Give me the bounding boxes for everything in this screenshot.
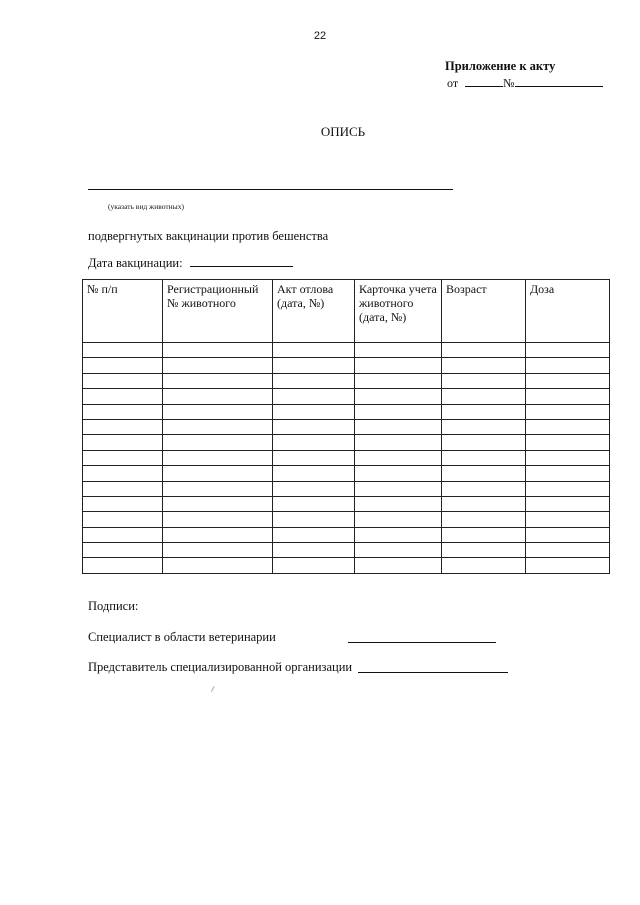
table-row: [83, 358, 610, 373]
table-cell[interactable]: [442, 343, 526, 358]
table-cell[interactable]: [83, 543, 163, 558]
table-cell[interactable]: [163, 512, 273, 527]
column-header-dose: Доза: [526, 280, 610, 343]
table-cell[interactable]: [442, 527, 526, 542]
table-cell[interactable]: [163, 419, 273, 434]
table-cell[interactable]: [273, 450, 355, 465]
table-cell[interactable]: [83, 435, 163, 450]
table-row: [83, 481, 610, 496]
table-cell[interactable]: [355, 358, 442, 373]
table-cell[interactable]: [526, 358, 610, 373]
table-cell[interactable]: [442, 389, 526, 404]
table-cell[interactable]: [355, 543, 442, 558]
table-row: [83, 558, 610, 573]
table-cell[interactable]: [526, 389, 610, 404]
table-row: [83, 343, 610, 358]
table-cell[interactable]: [355, 389, 442, 404]
table-cell[interactable]: [83, 527, 163, 542]
table-cell[interactable]: [273, 389, 355, 404]
table-cell[interactable]: [273, 466, 355, 481]
table-cell[interactable]: [526, 558, 610, 573]
registry-table-body: [83, 343, 610, 574]
table-row: [83, 373, 610, 388]
table-cell[interactable]: [163, 389, 273, 404]
appendix-date-number-line: [447, 75, 603, 91]
table-cell[interactable]: [163, 481, 273, 496]
table-cell[interactable]: [442, 373, 526, 388]
table-cell[interactable]: [83, 389, 163, 404]
table-row: [83, 496, 610, 511]
table-cell[interactable]: [273, 496, 355, 511]
table-cell[interactable]: [526, 450, 610, 465]
table-cell[interactable]: [526, 404, 610, 419]
table-cell[interactable]: [273, 543, 355, 558]
table-cell[interactable]: [83, 466, 163, 481]
table-cell[interactable]: [163, 543, 273, 558]
table-cell[interactable]: [83, 481, 163, 496]
table-cell[interactable]: [526, 343, 610, 358]
appendix-date-blank[interactable]: [465, 75, 503, 87]
table-row: [83, 450, 610, 465]
table-cell[interactable]: [273, 373, 355, 388]
table-cell[interactable]: [83, 558, 163, 573]
table-cell[interactable]: [273, 512, 355, 527]
column-header-capture-act: Акт отлова (дата, №): [273, 280, 355, 343]
animal-type-field[interactable]: [88, 189, 453, 190]
table-cell[interactable]: [442, 512, 526, 527]
table-cell[interactable]: [273, 343, 355, 358]
table-cell[interactable]: [83, 358, 163, 373]
table-row: [83, 543, 610, 558]
table-cell[interactable]: [83, 450, 163, 465]
table-cell[interactable]: [442, 496, 526, 511]
table-row: [83, 466, 610, 481]
animal-type-caption: (указать вид животных): [108, 202, 184, 211]
table-cell[interactable]: [442, 419, 526, 434]
signatures-heading: Подписи:: [88, 599, 139, 613]
table-cell[interactable]: [355, 404, 442, 419]
table-header-row: [83, 280, 610, 343]
table-cell[interactable]: [163, 496, 273, 511]
table-cell[interactable]: [355, 373, 442, 388]
specialist-signature-field[interactable]: [348, 642, 496, 643]
table-cell[interactable]: [273, 404, 355, 419]
table-cell[interactable]: [442, 481, 526, 496]
table-cell[interactable]: [83, 496, 163, 511]
table-cell[interactable]: [355, 419, 442, 434]
column-header-animal-card: Карточка учета животного (дата, №): [355, 280, 442, 343]
table-cell[interactable]: [442, 543, 526, 558]
table-cell[interactable]: [442, 450, 526, 465]
table-cell[interactable]: [526, 373, 610, 388]
table-cell[interactable]: [273, 481, 355, 496]
table-cell[interactable]: [526, 496, 610, 511]
table-cell[interactable]: [526, 543, 610, 558]
registry-table: [82, 279, 610, 574]
column-header-age: Возраст: [442, 280, 526, 343]
table-cell[interactable]: [355, 481, 442, 496]
document-subtitle: подвергнутых вакцинации против бешенства: [88, 229, 329, 243]
appendix-number-blank[interactable]: [515, 75, 603, 87]
table-cell[interactable]: [355, 466, 442, 481]
table-cell[interactable]: [163, 450, 273, 465]
table-cell[interactable]: [355, 527, 442, 542]
column-header-registration-number: Регистрационный № животного: [163, 280, 273, 343]
stray-pen-mark: [211, 686, 218, 694]
table-cell[interactable]: [163, 343, 273, 358]
appendix-number-label: №: [503, 76, 515, 90]
page-number: 22: [313, 30, 327, 42]
table-cell[interactable]: [442, 466, 526, 481]
table-cell[interactable]: [163, 373, 273, 388]
table-cell[interactable]: [355, 496, 442, 511]
representative-signature-field[interactable]: [358, 672, 508, 673]
table-row: [83, 512, 610, 527]
table-cell[interactable]: [273, 358, 355, 373]
vaccination-date-label: Дата вакцинации:: [88, 256, 183, 270]
table-cell[interactable]: [83, 419, 163, 434]
table-cell[interactable]: [163, 466, 273, 481]
table-cell[interactable]: [442, 558, 526, 573]
table-cell[interactable]: [526, 512, 610, 527]
table-cell[interactable]: [83, 512, 163, 527]
table-cell[interactable]: [163, 527, 273, 542]
table-cell[interactable]: [526, 527, 610, 542]
column-header-number: № п/п: [83, 280, 163, 343]
table-cell[interactable]: [163, 558, 273, 573]
appendix-title: Приложение к акту: [445, 59, 556, 73]
representative-signature-row: [88, 660, 352, 675]
table-row: [83, 419, 610, 434]
specialist-label: Специалист в области ветеринарии: [88, 630, 276, 644]
table-cell[interactable]: [526, 466, 610, 481]
table-cell[interactable]: [163, 358, 273, 373]
table-cell[interactable]: [273, 419, 355, 434]
table-cell[interactable]: [355, 512, 442, 527]
table-row: [83, 435, 610, 450]
table-cell[interactable]: [83, 404, 163, 419]
table-cell[interactable]: [273, 527, 355, 542]
representative-label: Представитель специализированной организации: [88, 660, 353, 674]
table-cell[interactable]: [355, 450, 442, 465]
document-title: ОПИСЬ: [320, 124, 366, 139]
vaccination-date-blank[interactable]: [190, 255, 293, 267]
table-cell[interactable]: [355, 435, 442, 450]
appendix-from-label: от: [447, 76, 459, 90]
table-cell[interactable]: [442, 358, 526, 373]
table-cell[interactable]: [163, 404, 273, 419]
table-cell[interactable]: [442, 435, 526, 450]
table-cell[interactable]: [83, 343, 163, 358]
table-cell[interactable]: [83, 373, 163, 388]
table-row: [83, 389, 610, 404]
table-cell[interactable]: [526, 435, 610, 450]
table-row: [83, 527, 610, 542]
table-cell[interactable]: [442, 404, 526, 419]
specialist-signature-row: [88, 630, 276, 645]
table-cell[interactable]: [355, 343, 442, 358]
table-cell[interactable]: [526, 419, 610, 434]
vaccination-date-line: [88, 255, 293, 271]
table-cell[interactable]: [273, 435, 355, 450]
table-cell[interactable]: [163, 435, 273, 450]
table-cell[interactable]: [526, 481, 610, 496]
table-cell[interactable]: [273, 558, 355, 573]
table-cell[interactable]: [355, 558, 442, 573]
table-row: [83, 404, 610, 419]
